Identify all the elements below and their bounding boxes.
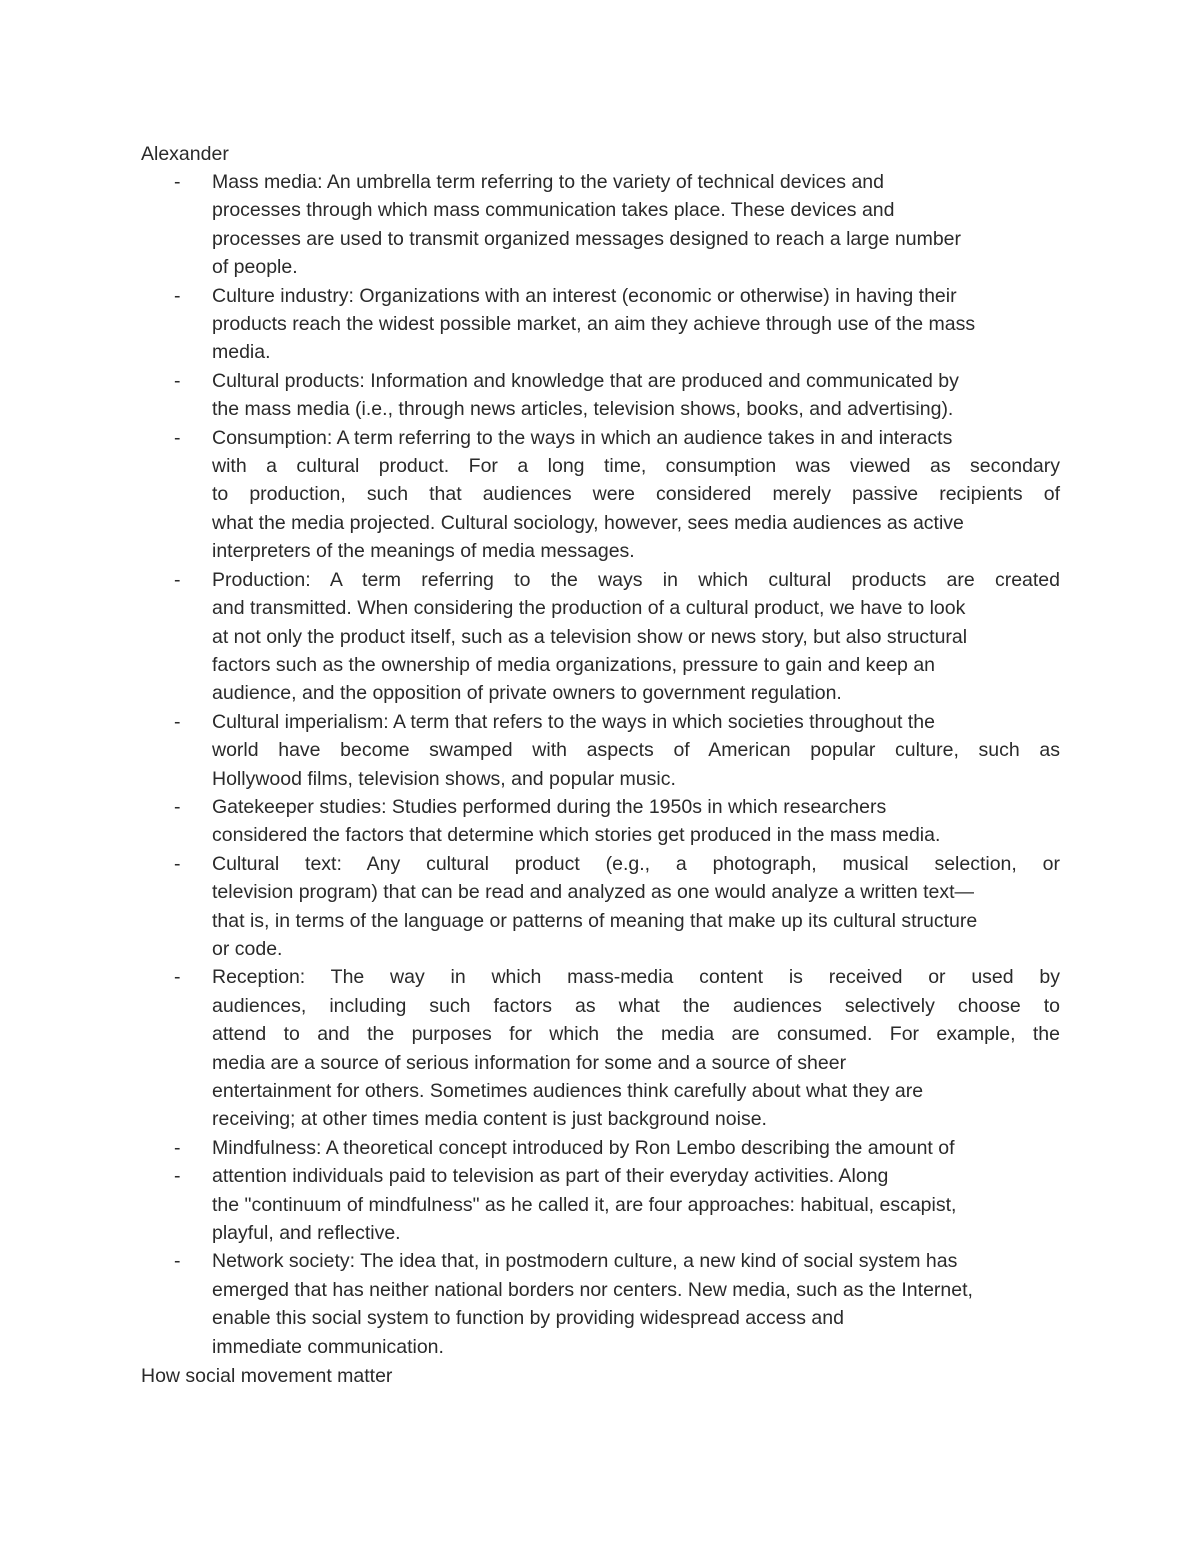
term-text-line: with a cultural product. For a long time, consumption was viewed as secondary bbox=[212, 455, 1060, 478]
term-text-line: emerged that has neither national borders nor centers. New media, such as the Internet, bbox=[212, 1278, 973, 1301]
bullet-dash: - bbox=[174, 171, 181, 193]
bullet-dash: - bbox=[174, 795, 181, 818]
term-text-line: playful, and reflective. bbox=[212, 1222, 401, 1245]
term-item bbox=[141, 850, 1060, 964]
term-text-line: the "continuum of mindfulness" as he called it, are four approaches: habitual, escapist, bbox=[212, 1193, 957, 1216]
term-item bbox=[141, 708, 1060, 793]
bullet-dash: - bbox=[174, 1136, 181, 1159]
term-item bbox=[141, 1162, 1060, 1247]
term-text-line: media. bbox=[212, 341, 271, 364]
term-text-line: Mindfulness: A theoretical concept introduced by Ron Lembo describing the amount of bbox=[212, 1136, 955, 1159]
term-text-line: attend to and the purposes for which the media are consumed. For example, the bbox=[212, 1023, 1060, 1046]
term-text-line: Culture industry: Organizations with an interest (economic or otherwise) in having their bbox=[212, 284, 957, 307]
term-text-line: or code. bbox=[212, 937, 283, 960]
document-heading: Alexander bbox=[141, 143, 229, 165]
term-item bbox=[141, 1134, 1060, 1162]
bullet-dash: - bbox=[174, 710, 181, 733]
term-text-line: at not only the product itself, such as a television show or news story, but also structural bbox=[212, 625, 968, 648]
term-text-line: the mass media (i.e., through news articles, television shows, books, and advertising). bbox=[212, 398, 954, 421]
term-text-line: Consumption: A term referring to the ways in which an audience takes in and interacts bbox=[212, 426, 953, 449]
term-item bbox=[141, 566, 1060, 708]
term-text-line: that is, in terms of the language or patterns of meaning that make up its cultural structure bbox=[212, 909, 978, 932]
term-text-line: audience, and the opposition of private owners to government regulation. bbox=[212, 682, 842, 705]
bullet-dash: - bbox=[174, 1250, 181, 1273]
term-text-line: enable this social system to function by providing widespread access and bbox=[212, 1307, 844, 1330]
term-text-line: immediate communication. bbox=[212, 1335, 444, 1358]
bullet-dash: - bbox=[174, 966, 181, 989]
term-text-line: Cultural text: Any cultural product (e.g., a photograph, musical selection, or bbox=[212, 852, 1060, 875]
term-item bbox=[141, 424, 1060, 566]
term-item bbox=[141, 1247, 1060, 1361]
term-text-line: entertainment for others. Sometimes audiences think carefully about what they are bbox=[212, 1080, 924, 1102]
term-text-line: Mass media: An umbrella term referring to the variety of technical devices and bbox=[212, 171, 884, 193]
term-text-line: Network society: The idea that, in postmodern culture, a new kind of social system has bbox=[212, 1250, 958, 1273]
term-text-line: world have become swamped with aspects of American popular culture, such as bbox=[212, 739, 1060, 762]
bullet-dash: - bbox=[174, 852, 181, 875]
term-text-line: processes are used to transmit organized messages designed to reach a large number bbox=[212, 227, 961, 250]
term-text-line: factors such as the ownership of media organizations, pressure to gain and keep an bbox=[212, 653, 936, 676]
term-text-line: Cultural products: Information and knowledge that are produced and communicated by bbox=[212, 369, 959, 392]
term-text-line: audiences, including such factors as what the audiences selectively choose to bbox=[212, 994, 1060, 1017]
term-text-line: and transmitted. When considering the production of a cultural product, we have to look bbox=[212, 597, 966, 620]
bullet-dash: - bbox=[174, 1165, 181, 1188]
term-text-line: what the media projected. Cultural sociology, however, sees media audiences as active bbox=[212, 511, 964, 534]
term-list bbox=[141, 168, 1071, 1361]
term-text-line: processes through which mass communication takes place. These devices and bbox=[212, 199, 895, 222]
term-item bbox=[141, 793, 1060, 850]
closing-heading: How social movement matter bbox=[141, 1365, 393, 1387]
term-text-line: Cultural imperialism: A term that refers to the ways in which societies throughout the bbox=[212, 710, 935, 733]
term-text-line: Reception: The way in which mass-media content is received or used by bbox=[212, 966, 1060, 989]
term-text-line: Hollywood films, television shows, and popular music. bbox=[212, 767, 676, 790]
term-text-line: Production: A term referring to the ways in which cultural products are created bbox=[212, 568, 1060, 591]
bullet-dash: - bbox=[174, 568, 181, 591]
term-text-line: television program) that can be read and analyzed as one would analyze a written text— bbox=[212, 881, 975, 904]
bullet-dash: - bbox=[174, 284, 181, 307]
bullet-dash: - bbox=[174, 369, 181, 392]
term-text-line: receiving; at other times media content is just background noise. bbox=[212, 1108, 767, 1131]
term-text-line: to production, such that audiences were considered merely passive recipients of bbox=[212, 483, 1060, 506]
term-text-line: products reach the widest possible market, an aim they achieve through use of the mass bbox=[212, 313, 976, 336]
bullet-dash: - bbox=[174, 426, 181, 449]
term-text-line: Gatekeeper studies: Studies performed during the 1950s in which researchers bbox=[212, 795, 887, 818]
term-text-line: of people. bbox=[212, 256, 298, 279]
term-text-line: interpreters of the meanings of media messages. bbox=[212, 540, 635, 563]
term-item bbox=[141, 963, 1060, 1133]
term-text-line: media are a source of serious information for some and a source of sheer bbox=[212, 1051, 847, 1074]
term-item bbox=[141, 168, 1060, 282]
term-text-line: considered the factors that determine which stories get produced in the mass media. bbox=[212, 824, 941, 847]
term-item bbox=[141, 282, 1060, 367]
term-text-line: attention individuals paid to television as part of their everyday activities. Along bbox=[212, 1165, 889, 1188]
term-item bbox=[141, 367, 1060, 424]
